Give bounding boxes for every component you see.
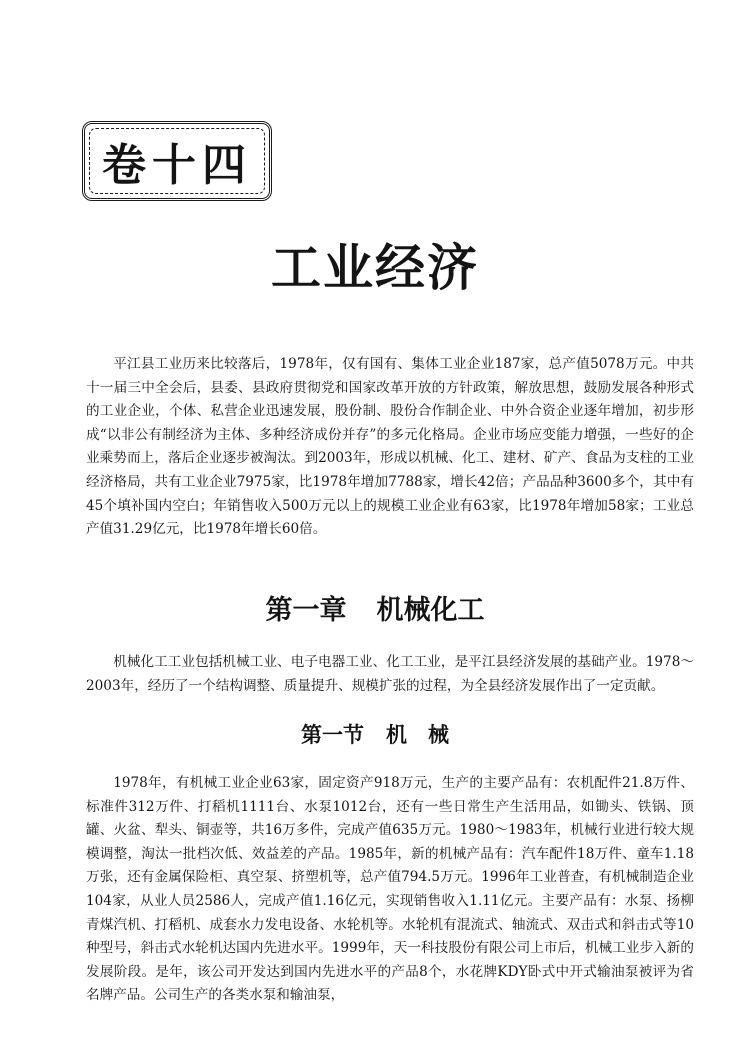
volume-title: 卷十四 xyxy=(102,140,252,191)
intro-paragraph: 平江县工业历来比较落后，1978年，仅有国有、集体工业企业187家，总产值5078万元。中共十一届三中全会后，县委、县政府贯彻党和国家改革开放的方针政策，解放思想，鼓励发展各种形式的工业企业，个体、私营企业迅速发展，股份制、股份合作制企业、中外合资企业逐年增加，初步形成“以非公有制经济为主体、多种经济成份并存”的多元化格局。企业市场应变能力增强，一些好的企业乘势而上，落后企业逐步被淘汰。到2003年，形成以机械、化工、建材、矿产、食品为支柱的工业经济格局，共有工业企业7975家，比1978年增加7788家，增长42倍；产品品种3600多个，其中有45个填补国内空白；年销售收入500万元以上的规模工业企业有63家，比1978年增加58家；工业总产值31.29亿元，比1978年增长60倍。 xyxy=(86,356,694,538)
chapter-heading xyxy=(0,588,750,627)
volume-title-frame xyxy=(82,121,272,201)
part-title: 工业经济 xyxy=(271,238,479,297)
section-heading xyxy=(0,719,750,749)
chapter-number: 第一章 xyxy=(265,595,347,626)
section-number: 第一节 xyxy=(301,723,364,747)
section-name: 机 械 xyxy=(386,723,449,747)
section-body-paragraph: 1978年，有机械工业企业63家，固定资产918万元，生产的主要产品有：农机配件21.8万件、标准件312万件、打稻机1111台、水泵1012台，还有一些日常生产生活用品，如锄头、铁锅、顶罐、火盆、犁头、铜壶等，共16万多件，完成产值635万元。1980～1983年，机械行业进行较大规模调整，淘汰一批档次低、效益差的产品。1985年，新的机械产品有：汽车配件18万件、童车1.18万张，还有金属保险柜、真空泵、挤塑机等，总产值794.5万元。1996年工业普查，有机械制造企业104家，从业人员2586人，完成产值1.16亿元，实现销售收入1.11亿元。主要产品有：水泵、扬柳青煤汽机、打稻机、成套水力发电设备、水轮机等。水轮机有混流式、轴流式、双击式和斜击式等10种型号，斜击式水轮机达国内先进水平。1999年，天一科技股份有限公司上市后，机械工业步入新的发展阶段。是年，该公司开发达到国内先进水平的产品8个，水花牌KDY卧式中开式输油泵被评为省名牌产品。公司生产的各类水泵和输油泵， xyxy=(86,775,694,1004)
chapter-intro-paragraph: 机械化工工业包括机械工业、电子电器工业、化工工业，是平江县经济发展的基础产业。1978～2003年，经历了一个结构调整、质量提升、规模扩张的过程，为全县经济发展作出了一定贡献。 xyxy=(86,654,694,694)
chapter-name: 机械化工 xyxy=(376,595,485,626)
